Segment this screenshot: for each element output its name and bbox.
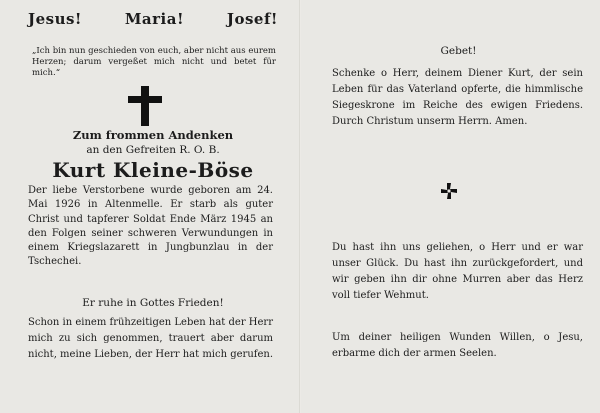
latin-cross-icon [128, 86, 162, 126]
psalm-text-2: Um deiner heiligen Wunden Willen, o Jesu, erbarme dich der armen Seelen. [332, 332, 583, 359]
rest-in-peace: Er ruhe in Gottes Frieden! [82, 297, 224, 309]
header-maria: Maria! [124, 10, 185, 28]
right-panel [332, 0, 585, 413]
header [28, 10, 278, 28]
memorial-heading: Zum frommen Andenken [72, 128, 234, 142]
prayer-title: Gebet! [440, 45, 477, 57]
fold-line [299, 0, 301, 413]
header-jesus: Jesus! [28, 10, 83, 28]
prayer-text: Schenke o Herr, deinem Diener Kurt, der sein Leben für das Vaterland opferte, die himmlische Siegeskrone im Reiche des ewigen Friedens. Durch Christum unserm Herrn. Amen. [332, 68, 583, 127]
deceased-name: Kurt Kleine-Böse [52, 158, 254, 182]
left-panel [28, 0, 278, 413]
closing-text: Schon in einem frühzeitigen Leben hat der Herr mich zu sich genommen, trauert aber darum nicht, meine Lieben, der Herr hat mich gerufen. [28, 317, 273, 360]
rank-line: an den Gefreiten R. O. B. [86, 144, 220, 156]
psalm-text-1: Du hast ihn uns geliehen, o Herr und er war unser Glück. Du hast ihn zurückgefordert, und wir geben ihn dir ohne Murren aber das Herz voll tiefer Wehmut. [332, 242, 583, 301]
iron-cross-icon [441, 183, 457, 199]
quote: „Ich bin nun geschieden von euch, aber nicht aus eurem Herzen; darum vergeßet mich nicht und betet für mich.“ [32, 46, 276, 78]
header-josef: Josef! [226, 10, 278, 28]
biography: Der liebe Verstorbene wurde geboren am 24. Mai 1926 in Altenmelle. Er starb als guter Christ und tapferer Soldat Ende März 1945 an den Folgen seiner schweren Verwundungen in einem Kriegslazarett in Jungbunzlau in der Tschechei. [28, 185, 273, 268]
